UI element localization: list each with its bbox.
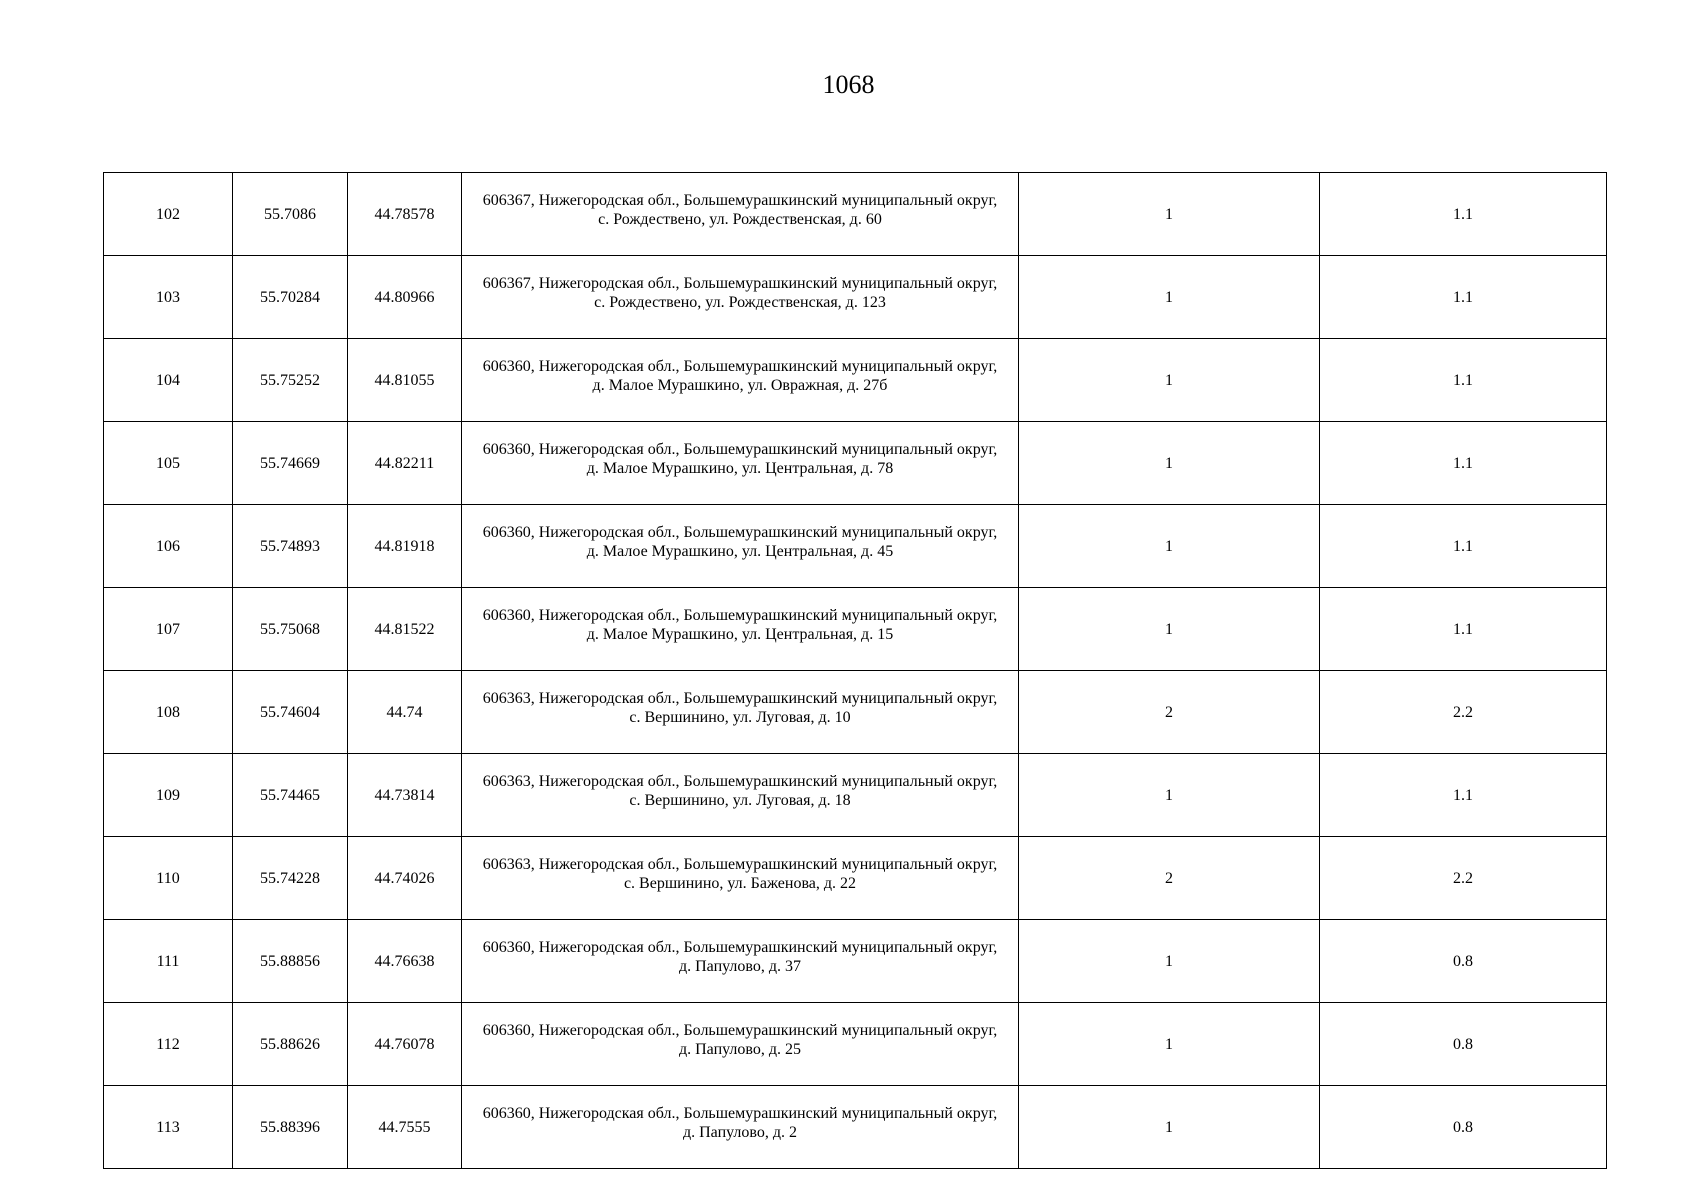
longitude-cell: 44.81918 [348,505,462,588]
container-count-cell: 1 [1019,422,1320,505]
address-line-2: с. Вершинино, ул. Луговая, д. 10 [629,709,851,726]
longitude-cell: 44.7555 [348,1086,462,1169]
address-cell [462,671,1019,754]
address-line-1: 606360, Нижегородская обл., Большемурашкинский муниципальный округ, [482,358,998,375]
address-line-2: д. Малое Мурашкино, ул. Овражная, д. 27б [592,377,888,394]
row-number-cell: 108 [104,671,233,754]
address-cell [462,1086,1019,1169]
container-count-cell: 1 [1019,1086,1320,1169]
row-number-cell: 104 [104,339,233,422]
address-line-1: 606363, Нижегородская обл., Большемурашкинский муниципальный округ, [482,773,998,790]
latitude-cell: 55.75068 [233,588,348,671]
address-line-2: д. Малое Мурашкино, ул. Центральная, д. 15 [586,626,894,643]
container-count-cell: 1 [1019,173,1320,256]
latitude-cell: 55.74893 [233,505,348,588]
address-line-2: д. Папулово, д. 37 [678,958,801,975]
latitude-cell: 55.74669 [233,422,348,505]
table-row [104,1086,1607,1169]
container-count-cell: 1 [1019,754,1320,837]
longitude-cell: 44.80966 [348,256,462,339]
address-cell [462,1003,1019,1086]
row-number-cell: 113 [104,1086,233,1169]
container-count-cell: 1 [1019,505,1320,588]
container-volume-cell: 1.1 [1320,173,1607,256]
address-cell [462,754,1019,837]
page-number: 1068 [822,70,875,99]
container-count-cell: 2 [1019,837,1320,920]
container-count-cell: 1 [1019,1003,1320,1086]
table-row [104,339,1607,422]
longitude-cell: 44.78578 [348,173,462,256]
container-volume-cell: 1.1 [1320,339,1607,422]
address-line-2: с. Вершинино, ул. Луговая, д. 18 [629,792,851,809]
table-row [104,671,1607,754]
table-row [104,505,1607,588]
row-number-cell: 112 [104,1003,233,1086]
latitude-cell: 55.70284 [233,256,348,339]
container-volume-cell: 0.8 [1320,1003,1607,1086]
latitude-cell: 55.88856 [233,920,348,1003]
table-row [104,754,1607,837]
container-count-cell: 1 [1019,256,1320,339]
longitude-cell: 44.81522 [348,588,462,671]
longitude-cell: 44.74 [348,671,462,754]
row-number-cell: 111 [104,920,233,1003]
address-line-2: д. Папулово, д. 2 [682,1124,797,1141]
container-volume-cell: 1.1 [1320,754,1607,837]
address-line-1: 606360, Нижегородская обл., Большемурашкинский муниципальный округ, [482,607,998,624]
latitude-cell: 55.74465 [233,754,348,837]
table-row [104,920,1607,1003]
longitude-cell: 44.73814 [348,754,462,837]
latitude-cell: 55.75252 [233,339,348,422]
address-cell [462,505,1019,588]
table-body [104,173,1607,1169]
container-volume-cell: 2.2 [1320,837,1607,920]
longitude-cell: 44.81055 [348,339,462,422]
table-row [104,422,1607,505]
container-count-cell: 1 [1019,339,1320,422]
address-cell [462,920,1019,1003]
table-row [104,837,1607,920]
address-cell [462,422,1019,505]
container-volume-cell: 1.1 [1320,422,1607,505]
address-line-2: д. Малое Мурашкино, ул. Центральная, д. 78 [586,460,894,477]
longitude-cell: 44.82211 [348,422,462,505]
container-count-cell: 1 [1019,588,1320,671]
address-line-1: 606367, Нижегородская обл., Большемурашкинский муниципальный округ, [482,192,998,209]
latitude-cell: 55.7086 [233,173,348,256]
row-number-cell: 106 [104,505,233,588]
address-line-2: с. Рождествено, ул. Рождественская, д. 123 [594,294,886,311]
container-volume-cell: 0.8 [1320,920,1607,1003]
table-row [104,1003,1607,1086]
row-number-cell: 110 [104,837,233,920]
container-volume-cell: 1.1 [1320,588,1607,671]
row-number-cell: 103 [104,256,233,339]
container-volume-cell: 1.1 [1320,256,1607,339]
address-cell [462,588,1019,671]
address-line-1: 606363, Нижегородская обл., Большемурашкинский муниципальный округ, [482,690,998,707]
address-line-1: 606360, Нижегородская обл., Большемурашкинский муниципальный округ, [482,441,998,458]
address-line-1: 606360, Нижегородская обл., Большемурашкинский муниципальный округ, [482,1105,998,1122]
address-line-1: 606363, Нижегородская обл., Большемурашкинский муниципальный округ, [482,856,998,873]
data-table [103,172,1607,1169]
longitude-cell: 44.76078 [348,1003,462,1086]
address-line-2: д. Папулово, д. 25 [678,1041,801,1058]
row-number-cell: 102 [104,173,233,256]
latitude-cell: 55.74604 [233,671,348,754]
address-line-1: 606367, Нижегородская обл., Большемурашкинский муниципальный округ, [482,275,998,292]
row-number-cell: 107 [104,588,233,671]
address-line-2: д. Малое Мурашкино, ул. Центральная, д. 45 [586,543,894,560]
address-line-1: 606360, Нижегородская обл., Большемурашкинский муниципальный округ, [482,524,998,541]
address-line-2: с. Вершинино, ул. Баженова, д. 22 [623,875,857,892]
container-volume-cell: 1.1 [1320,505,1607,588]
address-cell [462,256,1019,339]
table-row [104,173,1607,256]
longitude-cell: 44.76638 [348,920,462,1003]
table-row [104,256,1607,339]
latitude-cell: 55.74228 [233,837,348,920]
container-volume-cell: 0.8 [1320,1086,1607,1169]
latitude-cell: 55.88396 [233,1086,348,1169]
address-line-2: с. Рождествено, ул. Рождественская, д. 60 [598,211,882,228]
row-number-cell: 109 [104,754,233,837]
container-volume-cell: 2.2 [1320,671,1607,754]
container-count-cell: 1 [1019,920,1320,1003]
longitude-cell: 44.74026 [348,837,462,920]
row-number-cell: 105 [104,422,233,505]
address-line-1: 606360, Нижегородская обл., Большемурашкинский муниципальный округ, [482,939,998,956]
address-cell [462,173,1019,256]
address-cell [462,837,1019,920]
container-count-cell: 2 [1019,671,1320,754]
address-cell [462,339,1019,422]
latitude-cell: 55.88626 [233,1003,348,1086]
address-line-1: 606360, Нижегородская обл., Большемурашкинский муниципальный округ, [482,1022,998,1039]
table-row [104,588,1607,671]
